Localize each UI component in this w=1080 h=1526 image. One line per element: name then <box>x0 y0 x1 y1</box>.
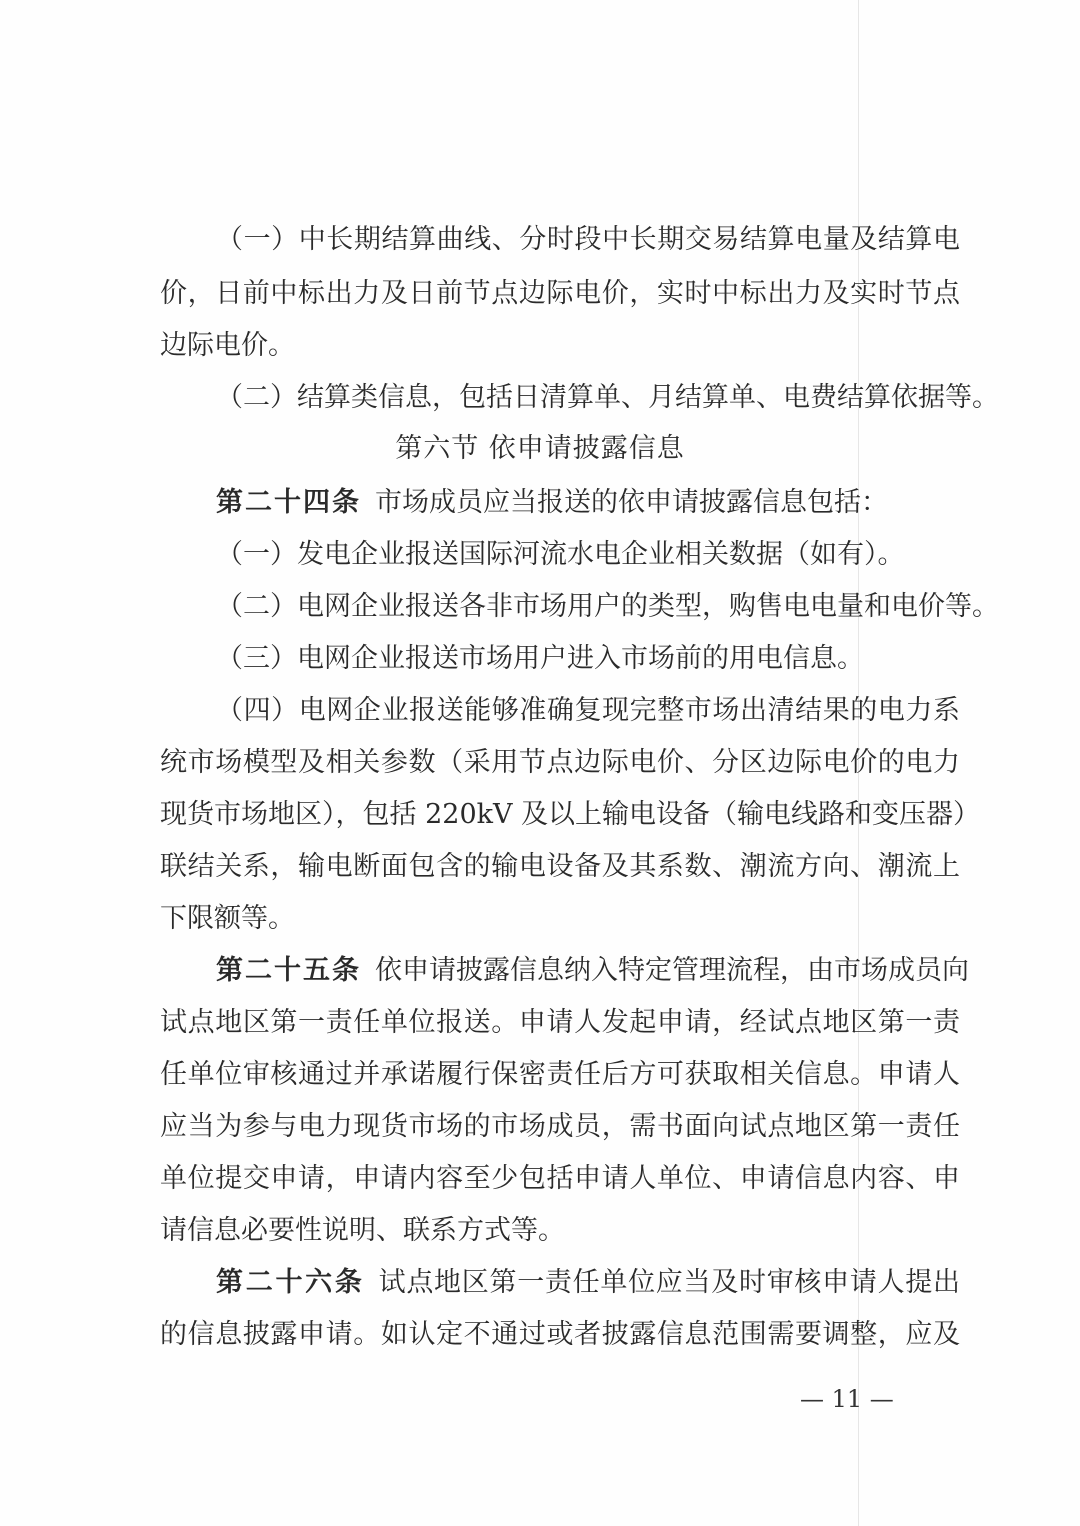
page-number: — 11 — <box>800 1385 894 1413</box>
item1-line1: （一）中长期结算曲线、分时段中长期交易结算电量及结算电 <box>216 224 960 255</box>
article-25-label: 第二十五条 <box>216 955 361 986</box>
article-26-line2: 的信息披露申请。如认定不通过或者披露信息范围需要调整，应及 <box>160 1319 960 1350</box>
article-24-item4-line5: 下限额等。 <box>160 903 295 934</box>
article-25-line1-text: 依申请披露信息纳入特定管理流程，由市场成员向 <box>375 955 969 986</box>
item1-line2: 价，日前中标出力及日前节点边际电价，实时中标出力及实时节点 <box>160 278 960 309</box>
article-25-line1 <box>216 954 969 988</box>
article-24-item1: （一）发电企业报送国际河流水电企业相关数据（如有）。 <box>216 539 905 570</box>
article-24-label: 第二十四条 <box>216 487 361 518</box>
article-25-line5: 单位提交申请，申请内容至少包括申请人单位、申请信息内容、申 <box>160 1163 960 1194</box>
article-24-item4-line4: 联结关系，输电断面包含的输电设备及其系数、潮流方向、潮流上 <box>160 851 960 882</box>
article-26-line1 <box>216 1266 960 1300</box>
item1-line3: 边际电价。 <box>160 330 295 361</box>
article-24-item3: （三）电网企业报送市场用户进入市场前的用电信息。 <box>216 643 864 674</box>
article-24-item2: （二）电网企业报送各非市场用户的类型，购售电电量和电价等。 <box>216 591 999 622</box>
article-25-line4: 应当为参与电力现货市场的市场成员，需书面向试点地区第一责任 <box>160 1111 960 1142</box>
article-26-label: 第二十六条 <box>216 1267 365 1298</box>
article-25-line6: 请信息必要性说明、联系方式等。 <box>160 1215 565 1246</box>
article-25-line3: 任单位审核通过并承诺履行保密责任后方可获取相关信息。申请人 <box>160 1059 960 1090</box>
article-24-item4-line3: 现货市场地区），包括 220kV 及以上输电设备（输电线路和变压器） <box>160 799 981 830</box>
article-24-intro <box>216 486 888 520</box>
article-24-item4-line2: 统市场模型及相关参数（采用节点边际电价、分区边际电价的电力 <box>160 747 960 778</box>
article-25-line2: 试点地区第一责任单位报送。申请人发起申请，经试点地区第一责 <box>160 1007 960 1038</box>
article-26-line1-text: 试点地区第一责任单位应当及时审核申请人提出 <box>378 1267 961 1298</box>
item2-line: （二）结算类信息，包括日清算单、月结算单、电费结算依据等。 <box>216 382 999 413</box>
article-24-intro-text: 市场成员应当报送的依申请披露信息包括： <box>375 487 888 518</box>
section-heading: 第六节 依申请披露信息 <box>395 433 685 464</box>
article-24-item4-line1: （四）电网企业报送能够准确复现完整市场出清结果的电力系 <box>216 695 960 726</box>
